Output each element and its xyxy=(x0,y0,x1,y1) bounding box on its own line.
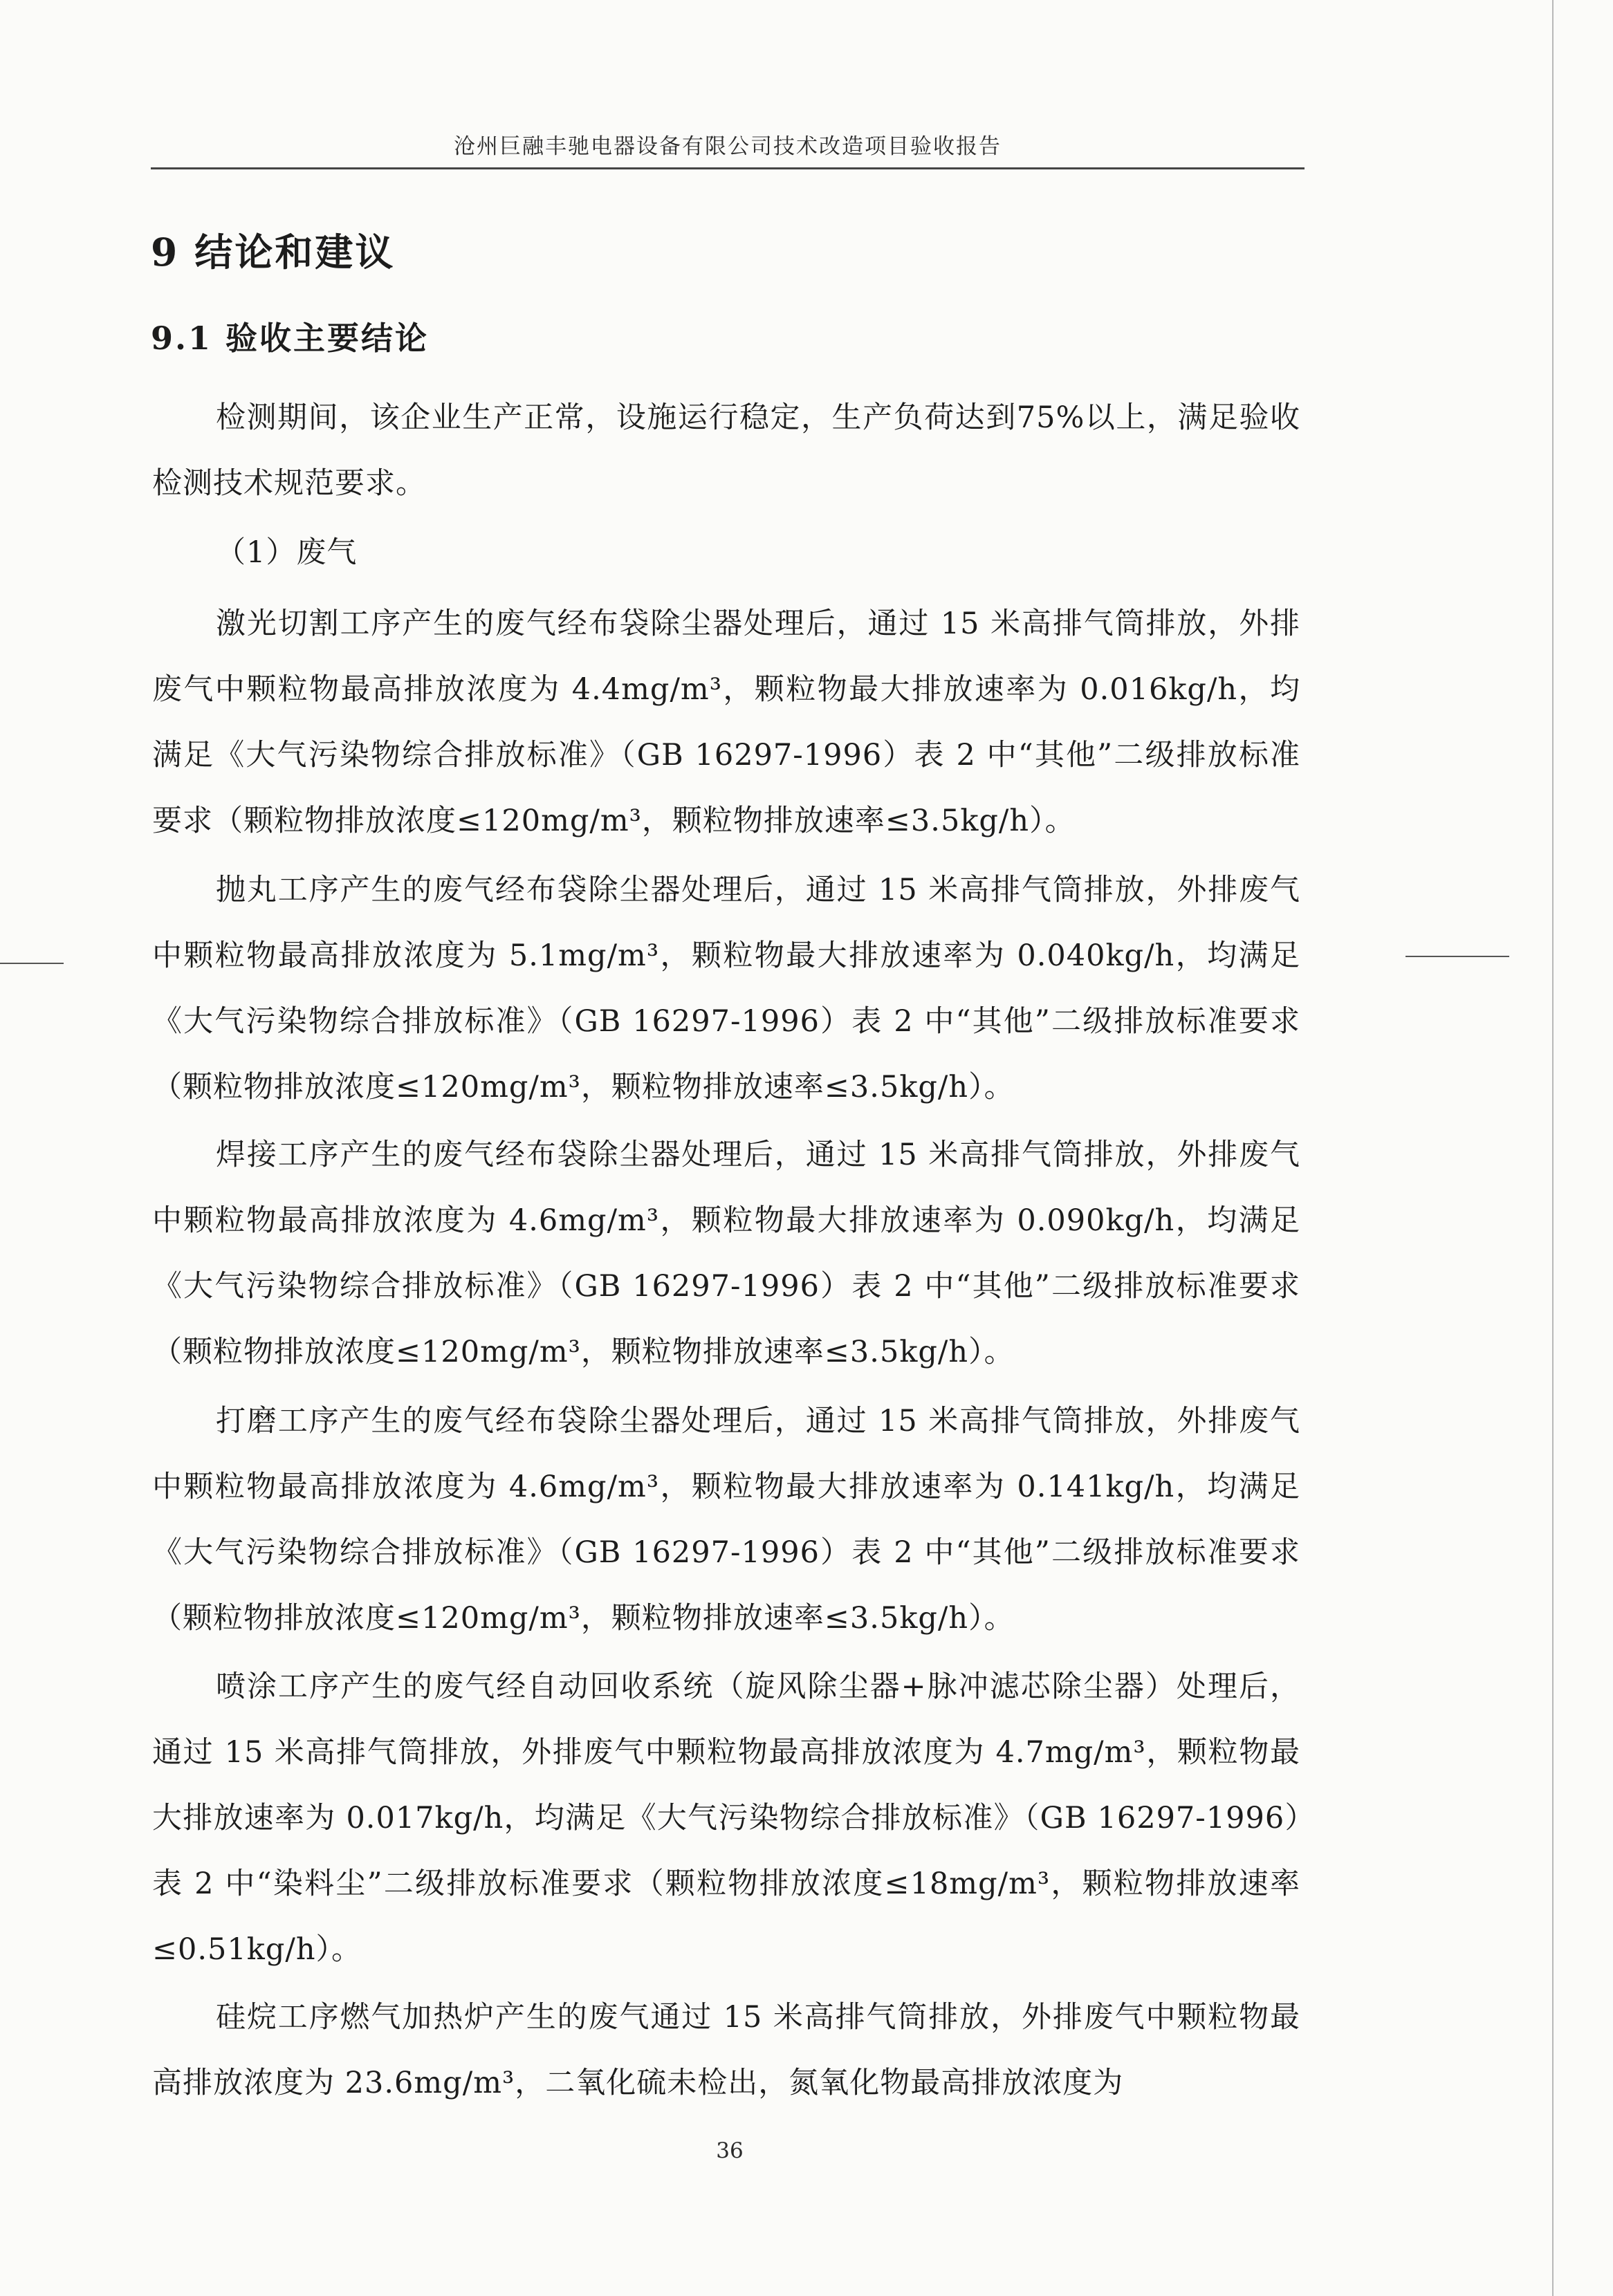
subsection-title: 9.1 验收主要结论 xyxy=(151,320,430,357)
page-edge-line xyxy=(1552,0,1554,2296)
paragraph-spray-coating: 喷涂工序产生的废气经自动回收系统（旋风除尘器+脉冲滤芯除尘器）处理后，通过 15 米高排气筒排放，外排废气中颗粒物最高排放浓度为 4.7mg/m³，颗粒物最大排放速率为 0.017kg/h，均满足《大气污染物综合排放标准》（GB 16297-1996）表 2 中“染料尘”二级排放标准要求（颗粒物排放浓度≤18mg/m³，颗粒物排放速率≤0.51kg/h）。 xyxy=(152,1669,1300,1967)
paragraph-silane: 硅烷工序燃气加热炉产生的废气通过 15 米高排气筒排放，外排废气中颗粒物最高排放浓度为 23.6mg/m³，二氧化硫未检出，氮氧化物最高排放浓度为 xyxy=(152,2000,1300,2100)
paragraph-welding: 焊接工序产生的废气经布袋除尘器处理后，通过 15 米高排气筒排放，外排废气中颗粒物最高排放浓度为 4.6mg/m³，颗粒物最大排放速率为 0.090kg/h，均满足《大气污染物综合排放标准》（GB 16297-1996）表 2 中“其他”二级排放标准要求（颗粒物排放浓度≤120mg/m³，颗粒物排放速率≤3.5kg/h）。 xyxy=(152,1138,1300,1369)
running-header: 沧州巨融丰驰电器设备有限公司技术改造项目验收报告 xyxy=(454,134,1002,159)
waste-gas-heading: （1）废气 xyxy=(216,535,358,570)
paragraph-grinding: 打磨工序产生的废气经布袋除尘器处理后，通过 15 米高排气筒排放，外排废气中颗粒物最高排放浓度为 4.6mg/m³，颗粒物最大排放速率为 0.141kg/h，均满足《大气污染物综合排放标准》（GB 16297-1996）表 2 中“其他”二级排放标准要求（颗粒物排放浓度≤120mg/m³，颗粒物排放速率≤3.5kg/h）。 xyxy=(152,1404,1300,1636)
scan-mark-right xyxy=(1405,956,1509,957)
paragraph-laser-cutting: 激光切割工序产生的废气经布袋除尘器处理后，通过 15 米高排气筒排放，外排废气中颗粒物最高排放浓度为 4.4mg/m³，颗粒物最大排放速率为 0.016kg/h，均满足《大气污染物综合排放标准》（GB 16297-1996）表 2 中“其他”二级排放标准要求（颗粒物排放浓度≤120mg/m³，颗粒物排放速率≤3.5kg/h）。 xyxy=(152,607,1300,838)
section-title: 9 结论和建议 xyxy=(151,230,396,275)
header-rule xyxy=(151,167,1305,169)
paragraph-intro: 检测期间，该企业生产正常，设施运行稳定，生产负荷达到75%以上，满足验收检测技术规范要求。 xyxy=(152,400,1300,501)
page-number: 36 xyxy=(716,2138,744,2163)
paragraph-shot-blasting: 抛丸工序产生的废气经布袋除尘器处理后，通过 15 米高排气筒排放，外排废气中颗粒物最高排放浓度为 5.1mg/m³，颗粒物最大排放速率为 0.040kg/h，均满足《大气污染物综合排放标准》（GB 16297-1996）表 2 中“其他”二级排放标准要求（颗粒物排放浓度≤120mg/m³，颗粒物排放速率≤3.5kg/h）。 xyxy=(152,873,1300,1104)
scan-mark-left xyxy=(0,963,64,964)
